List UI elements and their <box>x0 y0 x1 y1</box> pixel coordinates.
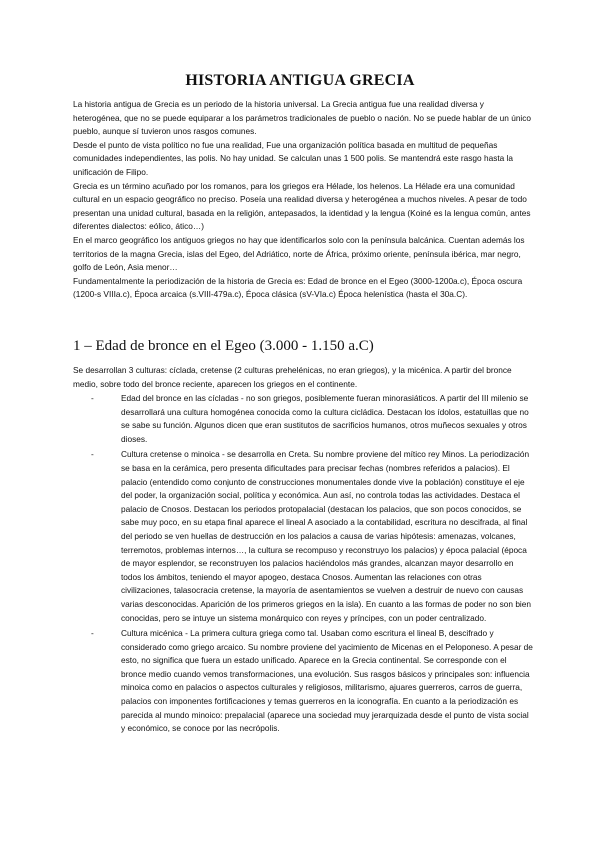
list-item-text: Cultura cretense o minoica - se desarrolla en Creta. Su nombre proviene del mítico rey Minos. La periodización se basa en la cerámica, pero presenta dificultades para precisar fechas (nombres referidos a palacios). El palacio (entendido como conjunto de construcciones monumentales donde vive la población) constituye el eje del poder, la organización social, política y económica. Aun así, no controla todas las actividades. Destaca el palacio de Cnosos. Destacan los periodos protopalacial (destacan los palacios, que son pocos conocidos, se sabe muy poco, en su etapa final aparece el lineal A asociado a la contabilidad, escritura no descifrada, al final del periodo se ven huellas de destrucción en los palacios a causa de varias hipótesis: amenazas, volcanes, terremotos, problemas internos…, la cultura se recompuso y reconstruyo los palacios) y época palacial (época de mayor esplendor, se reconstruyen los palacios haciéndolos más grandes, alcanzan mayor desarrollo en todos los ámbitos, teniendo el mayor apogeo, destaca Cnosos. Aumentan las relaciones con otras civilizaciones, talasocracia cretense, la mayoría de asentamientos se vuelven a destruir de nuevo con causas varias desconocidas. Aparición de los primeros griegos en la isla). En cuanto a las formas de poder no son bien conocidas, pero se intuye un sistema monárquico con reyes y príncipes, con un poder centralizado. <box>121 449 532 623</box>
intro-paragraph: En el marco geográfico los antiguos griegos no hay que identificarlos solo con la península balcánica. Cuentan además los territorios de la magna Grecia, islas del Egeo, del Adriático, norte de África, próximo oriente, península ibérica, mar negro, golfo de León, Asia menor… <box>73 234 525 273</box>
list-item <box>73 627 533 736</box>
intro-paragraph: Fundamentalmente la periodización de la historia de Grecia es: Edad de bronce en el Egeo (3000-1200a.c), Época oscura (1200-s VIIIa.c), Época arcaica (s.VIII-479a.c), Época clásica (sV-VIa.c) Época helenística (hasta el 30a.C). <box>73 275 523 300</box>
section-heading: 1 – Edad de bronce en el Egeo (3.000 - 1.150 a.C) <box>73 338 374 354</box>
list-item <box>73 448 533 625</box>
bullet-marker: - <box>91 449 94 460</box>
bullet-marker: - <box>91 393 94 403</box>
bullet-marker: - <box>91 628 94 639</box>
list-item-text: Edad del bronce en las cícladas - no son griegos, posiblemente fueran minorasiáticos. A partir del III milenio se desarrollará una cultura homogénea conocida como la cultura cicládica. Destacan los ídolos, estatuillas que no se sabe su función. Algunos dicen que eran sustitutos de sacrificios humanos, otros muñecos sexuales y otros dioses. <box>121 393 529 444</box>
list-item-text: Cultura micénica - La primera cultura griega como tal. Usaban como escritura el lineal B, descifrado y considerado como griego arcaico. Su nombre proviene del yacimiento de Micenas en el Peloponeso. A pesar de esto, no significa que fuera un estado unificado. Aparece en la Grecia continental. Se corresponde con el bronce medio cuando vemos transformaciones, una evolución. Sus rasgos básicos y principales son: influencia minoica como en palacios o aspectos culturales y religiosos, militarismo, ajuares guerreros, carros de guerra, palacios con imponentes fortificaciones y temas guerreros en la iconografía. En cuanto a la periodización es parecida al mundo minoico: prepalacial (aparece una sociedad muy jerarquizada desde el punto de vista social y económico, se conoce por las necrópolis. <box>121 628 533 734</box>
section-intro: Se desarrollan 3 culturas: cíclada, cretense (2 culturas prehelénicas, no eran griegos), y la micénica. A partir del bronce medio, sobre todo del bronce reciente, aparecen los griegos en el continente. <box>73 365 512 389</box>
intro-paragraph: Desde el punto de vista político no fue una realidad, Fue una organización política basada en multitud de pequeñas comunidades independientes, las polis. No hay unidad. Se calculan unas 1 500 polis. Se mantendrá este rasgo hasta la unificación de Filipo. <box>73 139 514 177</box>
bullet-list <box>73 392 533 738</box>
intro-paragraph: La historia antigua de Grecia es un periodo de la historia universal. La Grecia antigua fue una realidad diversa y heterogénea, que no se puede equiparar a los parámetros tradicionales de pueblo o nación. No se puede hablar de un único pueblo, aunque sí tuvieron unos rasgos comunes. <box>73 99 532 137</box>
list-item <box>73 392 533 446</box>
intro-paragraph: Grecia es un término acuñado por los romanos, para los griegos era Hélade, los helenos. La Hélade era una comunidad cultural en un espacio geográfico no preciso. Poseía una realidad diversa y heterogénea a muchos niveles. A pesar de todo presentan una unidad cultural, basada en la religión, antepasados, la identidad y la lengua (Koiné es la lengua común, antes diferentes dialectos: eólico, ático…) <box>73 180 531 232</box>
page-title: HISTORIA ANTIGUA GRECIA <box>185 72 415 89</box>
intro-text <box>73 98 533 302</box>
